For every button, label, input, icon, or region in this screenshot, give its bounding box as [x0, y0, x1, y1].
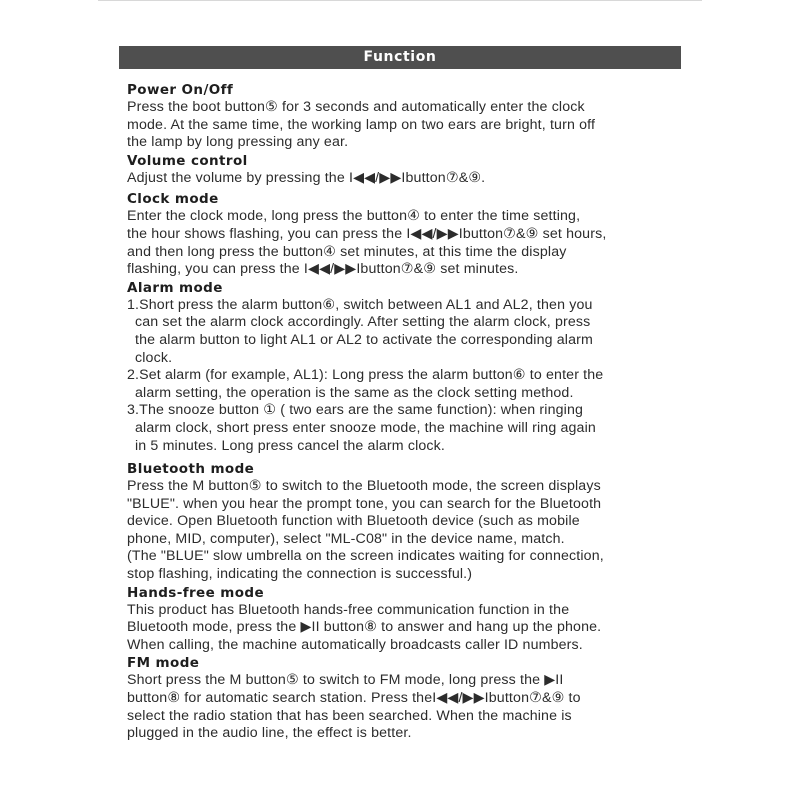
text-line: can set the alarm clock accordingly. After setting the alarm clock, press [135, 314, 591, 331]
list-item [127, 367, 697, 402]
section-handsfree [127, 584, 697, 655]
text-line: When calling, the machine automatically broadcasts caller ID numbers. [127, 636, 583, 653]
section-alarm [127, 279, 697, 455]
section-bluetooth [127, 460, 697, 584]
section-heading: Alarm mode [127, 279, 223, 296]
text-line: and then long press the button④ set minutes, at this time the display [127, 243, 567, 260]
text-line: mode. At the same time, the working lamp on two ears are bright, turn off [127, 116, 596, 133]
text-line: (The "BLUE" slow umbrella on the screen indicates waiting for connection, [127, 548, 604, 565]
section-heading: Volume control [127, 152, 248, 169]
text-line: 2.Set alarm (for example, AL1): Long press the alarm button⑥ to enter the [127, 367, 604, 384]
section-heading: Clock mode [127, 191, 219, 208]
text-line: alarm setting, the operation is the same as the clock setting method. [135, 384, 574, 401]
top-divider [98, 0, 702, 1]
section-heading: Bluetooth mode [127, 461, 255, 478]
text-line: Bluetooth mode, press the ▶II button⑧ to answer and hang up the phone. [127, 619, 602, 636]
text-line: in 5 minutes. Long press cancel the alarm clock. [135, 437, 446, 454]
text-line: This product has Bluetooth hands-free communication function in the [127, 601, 570, 618]
text-line: the alarm button to light AL1 or AL2 to activate the corresponding alarm [135, 331, 593, 348]
text-line: flashing, you can press the I◀◀/▶▶Ibutton⑦&⑨ set minutes. [127, 261, 519, 278]
text-line: stop flashing, indicating the connection is successful.) [127, 566, 473, 583]
text-line: the hour shows flashing, you can press the I◀◀/▶▶Ibutton⑦&⑨ set hours, [127, 225, 607, 242]
section-power [127, 81, 697, 152]
text-line: Enter the clock mode, long press the button④ to enter the time setting, [127, 208, 581, 225]
section-fm [127, 654, 697, 742]
function-header: Function [119, 46, 681, 69]
section-heading: Power On/Off [127, 82, 234, 98]
section-volume [127, 152, 697, 188]
text-line: clock. [135, 349, 173, 366]
text-line: select the radio station that has been searched. When the machine is [127, 707, 572, 724]
list-item [127, 402, 697, 455]
section-heading: Hands-free mode [127, 584, 265, 601]
text-line: 3.The snooze button ① ( two ears are the same function): when ringing [127, 402, 584, 419]
text-line: Press the M button⑤ to switch to the Bluetooth mode, the screen displays [127, 478, 601, 495]
text-line: "BLUE". when you hear the prompt tone, you can search for the Bluetooth [127, 495, 602, 512]
text-line: the lamp by long pressing any ear. [127, 134, 349, 151]
section-clock [127, 190, 697, 278]
text-line: Short press the M button⑤ to switch to FM mode, long press the ▶II [127, 672, 564, 689]
text-line: 1.Short press the alarm button⑥, switch between AL1 and AL2, then you [127, 296, 593, 313]
text-line: device. Open Bluetooth function with Bluetooth device (such as mobile [127, 513, 580, 530]
text-line: plugged in the audio line, the effect is better. [127, 725, 412, 742]
text-line: phone, MID, computer), select "ML-C08" in the device name, match. [127, 530, 565, 547]
text-line: alarm clock, short press enter snooze mode, the machine will ring again [135, 419, 596, 436]
section-heading: FM mode [127, 655, 200, 672]
text-line: button⑧ for automatic search station. Press theI◀◀/▶▶Ibutton⑦&⑨ to [127, 690, 581, 707]
text-line: Press the boot button⑤ for 3 seconds and automatically enter the clock [127, 99, 585, 115]
text-line: Adjust the volume by pressing the I◀◀/▶▶Ibutton⑦&⑨. [127, 169, 486, 186]
list-item [127, 297, 697, 367]
manual-content [127, 81, 697, 743]
